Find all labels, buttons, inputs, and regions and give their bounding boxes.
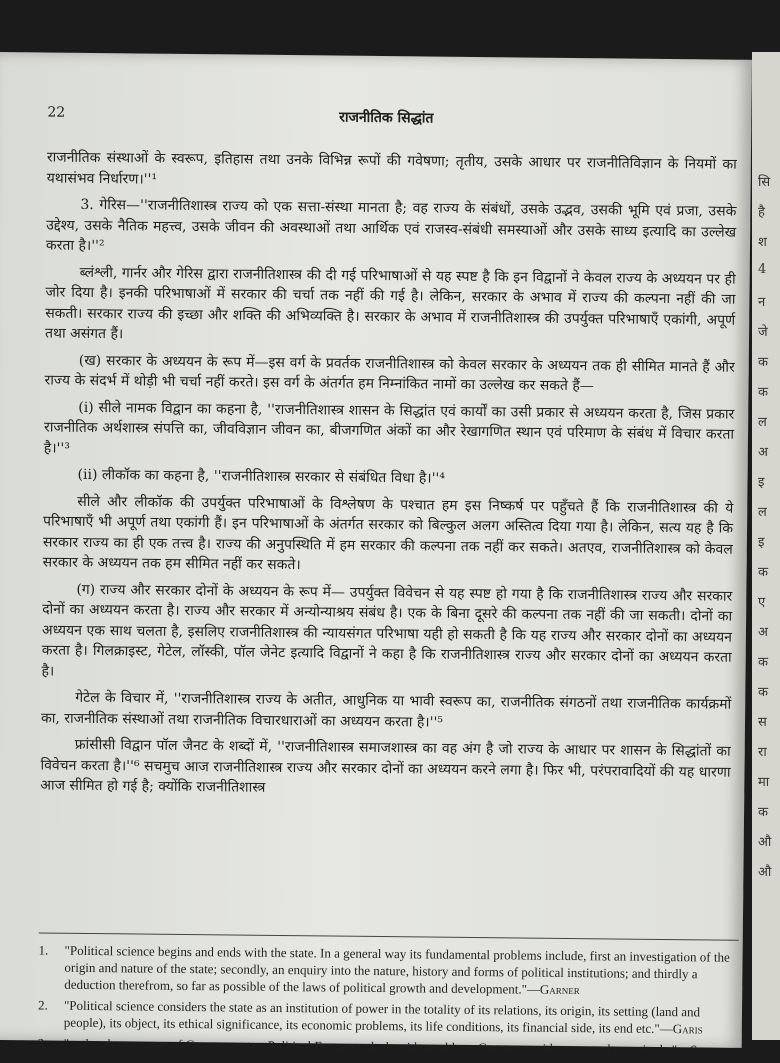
adjacent-page-fragment: क (758, 385, 768, 400)
adjacent-page-fragment: न (758, 295, 766, 310)
section-heading-paragraph: (ग) राज्य और सरकार दोनों के अध्ययन के रूप में— उपर्युक्त विवेचन से यह स्पष्ट हो गया है कि राजनीतिशास्त्र राज्य और सरकार दोनों का अध्ययन करता है। राज्य और सरकार में अन्योन्याश्रय संबंध है। एक के बिना दूसरे की कल्पना तक नहीं की जा सकती। दोनों का अध्ययन एक साथ चलता है, इसलिए राजनीतिशास्त्र की न्यायसंगत परिभाषा यही हो सकती है कि यह राज्य और सरकार दोनों का अध्ययन करता है। गिलक्राइस्ट, गेटेल, लॉस्की, पॉल जेनेट इत्यादि विद्वानों ने कहा है कि राजनीतिशास्त्र राज्य और सरकार दोनों का अध्ययन करता है। (41, 581, 733, 680)
adjacent-page-fragment: क (758, 655, 768, 670)
paragraph: (ii) लीकॉक का कहना है, ''राजनीतिशास्त्र सरकार से संबंधित विधा है।''⁴ (77, 466, 445, 487)
adjacent-page-fragment: ए (758, 595, 766, 610)
footnotes (37, 932, 738, 1062)
adjacent-page-fragment: ल (758, 505, 767, 520)
adjacent-page-fragment: ल (758, 415, 767, 430)
footnote (38, 1034, 738, 1058)
paragraph: (i) सीले नामक विद्वान का कहना है, ''राजनीतिशास्त्र शासन के सिद्धांत एवं कार्यों का उसी प्रकार से अध्ययन करता है, जिस प्रकार राजनीतिक अर्थशास्त्र संपत्ति का, जीवविज्ञान जीवन का, बीजगणित अंकों का और रेखागणित स्थान एवं परिमाण के संबंध में विचार करता है।''³ (43, 399, 735, 457)
adjacent-page-fragment: अ (758, 625, 768, 640)
adjacent-page-fragment: क (758, 565, 768, 580)
footnote-author: —Seeley (677, 1042, 726, 1058)
adjacent-page-fragment: मा (758, 775, 770, 790)
paragraph: फ्रांसीसी विद्वान पॉल जैनट के शब्दों में, ''राजनीतिशास्त्र समाजशास्त्र का वह अंग है जो राज्य के आधार पर शासन के सिद्धांतों का विवेचन करता है।''⁶ सचमुच आज राजनीतिशास्त्र राज्य और सरकार दोनों का अध्ययन करने लगा है। फिर भी, परंपरावादियों की यह धारणा आज सीमित हो गई है; क्योंकि राजनीतिशास्त्र (40, 736, 731, 796)
paragraph: 3. गेरिस—''राजनीतिशास्त्र राज्य को एक सत्ता-संस्था मानता है; वह राज्य के संबंधों, उसके उद्भव, उसकी भूमि एवं प्रजा, उसके उद्देश्य, उसके नैतिक महत्त्व, उसके जीवन की अवस्थाओं तथा आर्थिक एवं राजस्व-संबंधी समस्याओं और उसके साध्य इत्यादि का उल्लेख करता है।''² (45, 196, 737, 255)
footnote-number: 1. (38, 942, 49, 958)
footnote-text: "Political science considers the state as an institution of power in the totality of its relations, its origin, its setting (land and people), its object, its ethical significance, its economic problems, its life conditions, its financial side, its end etc." (63, 997, 701, 1036)
adjacent-page-fragment: है (758, 205, 765, 220)
footnote-author: —Garner (526, 981, 580, 998)
page-header (47, 104, 725, 133)
book-page (0, 52, 752, 1058)
paragraph: गेटेल के विचार में, ''राजनीतिशास्त्र राज्य के अतीत, आधुनिक या भावी स्वरूप का, राजनीतिक संगठनों तथा राजनीतिक कार्यक्रमों का, राजनीतिक संस्थाओं तथा राजनीतिक विचारधाराओं का अध्ययन करता है।''⁵ (40, 689, 732, 731)
footnote-number: 2. (37, 997, 48, 1013)
adjacent-page-fragment: क (758, 355, 768, 370)
paragraph: सीले और लीकॉक की उपर्युक्त परिभाषाओं के विश्लेषण के पश्चात हम इस निष्कर्ष पर पहुँचते हैं कि राजनीतिशास्त्र की ये परिभाषाएँ भी अपूर्ण तथा एकांगी हैं। इन परिभाषाओं के अंतर्गत सरकार को बिल्कुल अलग अस्तित्व दिया गया है। लेकिन, सत्य यह है कि सरकार राज्य का ही एक तत्त्व है। राज्य की अनुपस्थिति में हम सरकार की कल्पना तक नहीं कर सकते। अतएव, राजनीतिशास्त्र को केवल सरकार के अध्ययन तक हम सीमित नहीं कर सकते। (42, 493, 734, 574)
adjacent-page-edge (752, 52, 780, 1040)
adjacent-page-fragment: औ (758, 835, 772, 850)
running-title: राजनीतिक सिद्धांत (339, 109, 434, 127)
footnote-text: "... the phenomenon of Government as Political Economy deals with wealth, ... Geometry with space and magnitude." (63, 1035, 678, 1058)
adjacent-page-fragment: रा (758, 745, 767, 760)
page-number: 22 (47, 104, 66, 121)
adjacent-page-fragment: 4 (758, 262, 767, 277)
adjacent-page-fragment: श (758, 235, 767, 250)
adjacent-page-fragment: इ (758, 475, 765, 490)
adjacent-page-fragment: क (758, 685, 768, 700)
adjacent-page-fragment: सि (758, 175, 771, 190)
paragraph: ब्लंश्ली, गार्नर और गेरिस द्वारा राजनीतिशास्त्र की दी गई परिभाषाओं से यह स्पष्ट है कि इन विद्वानों ने केवल राज्य के अध्ययन पर ही जोर दिया है। इनकी परिभाषाओं में सरकार की चर्चा तक नहीं की गई है। लेकिन, सरकार के अभाव में राज्य की कल्पना नहीं की जा सकती। सरकार राज्य की इच्छा और शक्ति की अभिव्यक्ति है। सरकार के अभाव में राजनीतिशास्त्र की उपर्युक्त परिभाषाएँ एकांगी, अपूर्ण तथा असंगत हैं। (44, 264, 736, 343)
section-heading-paragraph: (ख) सरकार के अध्ययन के रूप में—इस वर्ग के प्रवर्तक राजनीतिशास्त्र को केवल सरकार के अध्ययन तक ही सीमित मानते हैं और राज्य के संदर्भ में थोड़ी भी चर्चा नहीं करते। इस वर्ग के अंतर्गत हम निम्नांकित नामों का उल्लेख कर सकते हैं— (44, 352, 735, 395)
adjacent-page-fragment: स (758, 715, 767, 730)
adjacent-page-fragment: औ (758, 865, 772, 880)
body-text (40, 147, 737, 809)
footnote (38, 996, 738, 1037)
adjacent-page-fragment: जे (758, 325, 768, 340)
footnote (38, 941, 738, 999)
adjacent-page-fragment: अ (758, 445, 768, 460)
adjacent-page-fragment: इ (758, 535, 765, 550)
adjacent-page-fragment: क (758, 805, 768, 820)
footnote-author: —Garis (659, 1020, 703, 1037)
paragraph: राजनीतिक संस्थाओं के स्वरूप, इतिहास तथा उनके विभिन्न रूपों की गवेषणा; तृतीय, उसके आधार पर राजनीतिविज्ञान के नियमों का यथासंभव निर्धारण।''¹ (46, 149, 737, 188)
footnote-text: "Political science begins and ends with the state. In a general way its fundamental problems include, first an investigation of the origin and nature of the state; secondly, an enquiry into the nature, history and forms of political institutions; and thirdly a deduction therefrom, so far as possible of the laws of political growth and development." (64, 942, 730, 997)
footnote-number: 3. (37, 1035, 48, 1051)
